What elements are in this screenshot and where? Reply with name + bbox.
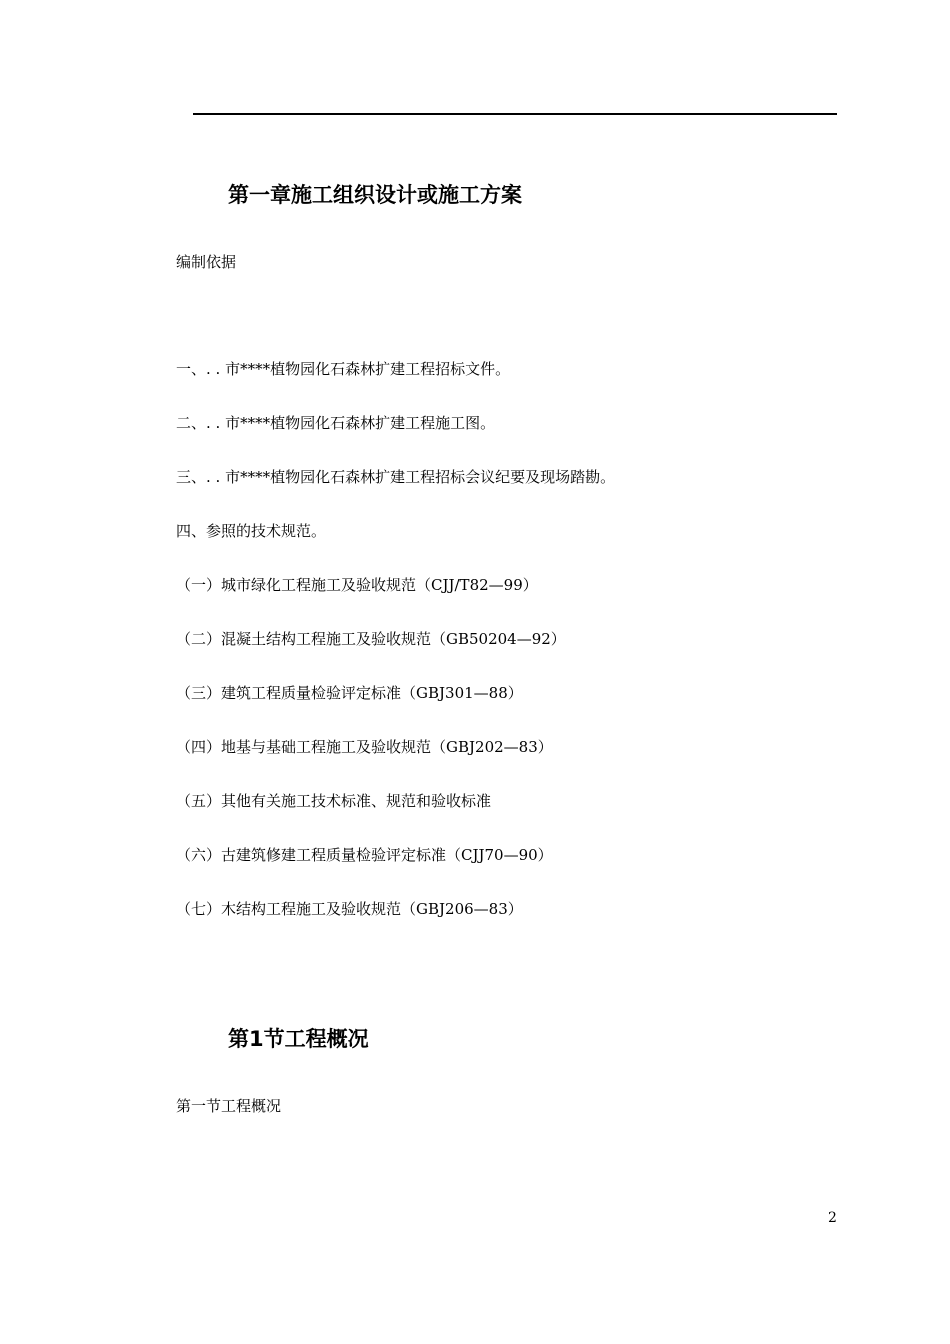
standard-item-4: （四）地基与基础工程施工及验收规范（GBJ202—83） <box>176 738 553 756</box>
basis-item-4: 四、参照的技术规范。 <box>176 522 327 540</box>
standard-item-3: （三）建筑工程质量检验评定标准（GBJ301—88） <box>176 684 523 702</box>
header-rule <box>193 113 837 115</box>
standard-item-6: （六）古建筑修建工程质量检验评定标准（CJJ70—90） <box>176 846 553 864</box>
section-title: 第1节工程概况 <box>228 1027 369 1051</box>
standard-item-7: （七）木结构工程施工及验收规范（GBJ206—83） <box>176 900 523 918</box>
basis-item-2: 二、. . 市****植物园化石森林扩建工程施工图。 <box>176 414 496 432</box>
standard-item-1: （一）城市绿化工程施工及验收规范（CJJ/T82—99） <box>176 576 538 594</box>
chapter-title: 第一章施工组织设计或施工方案 <box>228 183 522 207</box>
basis-item-3: 三、. . 市****植物园化石森林扩建工程招标会议纪要及现场踏勘。 <box>176 468 616 486</box>
standard-item-5: （五）其他有关施工技术标准、规范和验收标准 <box>176 792 492 810</box>
basis-item-1: 一、. . 市****植物园化石森林扩建工程招标文件。 <box>176 360 511 378</box>
basis-label: 编制依据 <box>176 253 237 271</box>
standard-item-2: （二）混凝土结构工程施工及验收规范（GB50204—92） <box>176 630 566 648</box>
section-subtitle: 第一节工程概况 <box>176 1097 282 1115</box>
page-number: 2 <box>828 1210 837 1226</box>
